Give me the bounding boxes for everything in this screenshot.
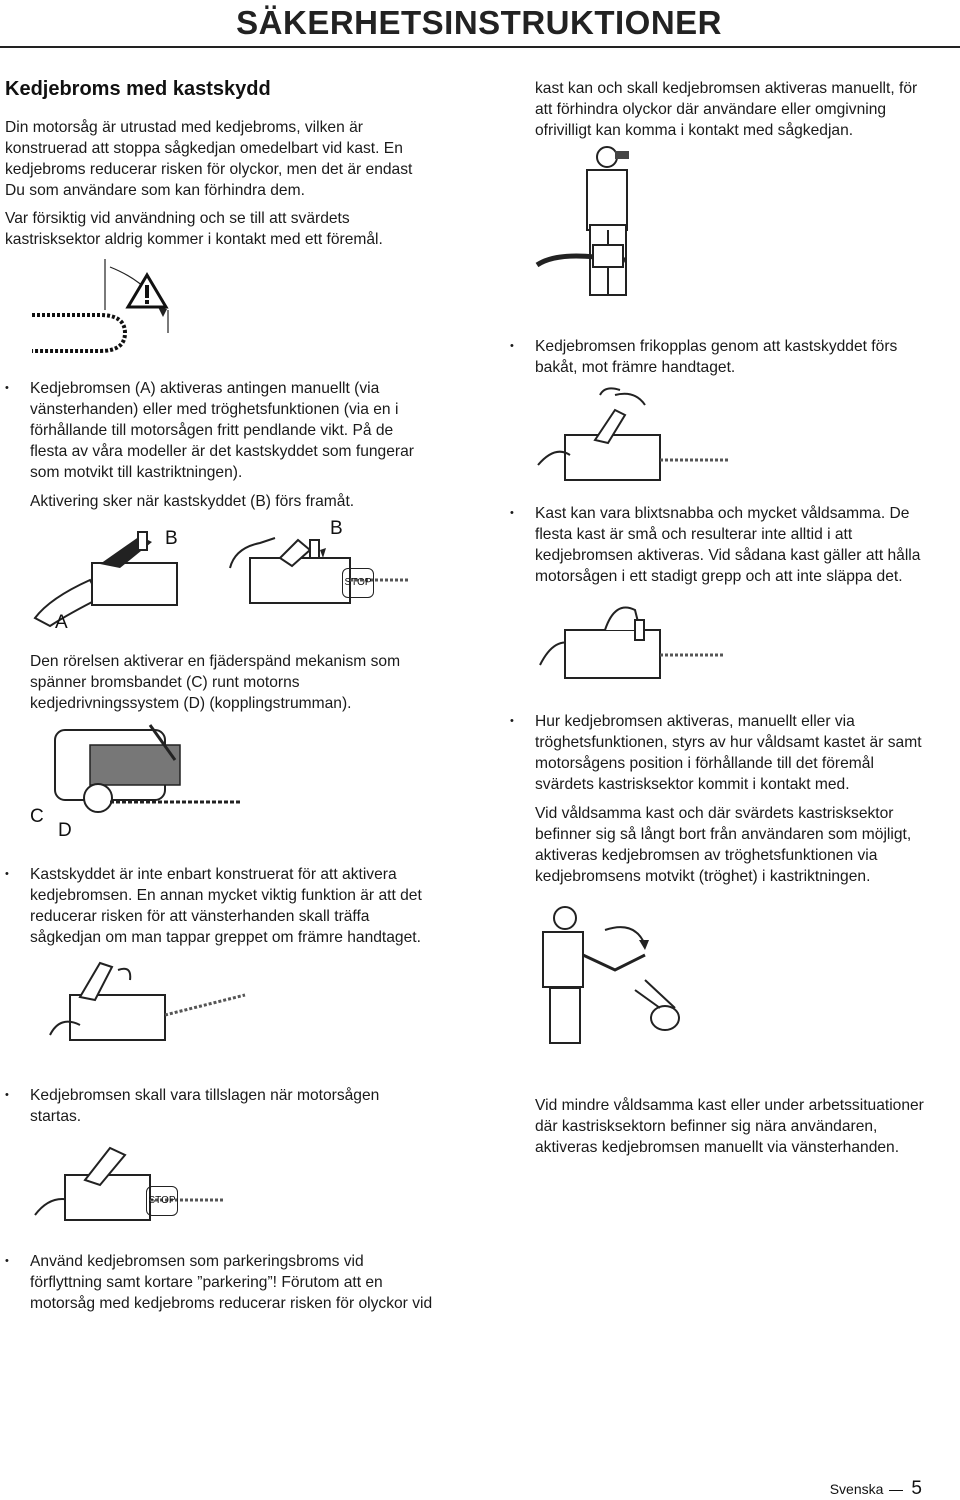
stop-sign-icon: STOP xyxy=(342,568,374,598)
label-b-second: B xyxy=(330,518,343,539)
mild-kickback-paragraph: Vid mindre våldsamma kast eller under arbetssituationer där kastrisksektorn befinner sig nära användaren, aktiveras kedjebromsen manuellt via vänsterhanden. xyxy=(535,1097,924,1156)
operator-figure-illustration xyxy=(535,145,645,310)
activation-note: Aktivering sker när kastskyddet (B) förs framåt. xyxy=(30,493,355,510)
hand-guard-illustration xyxy=(40,955,250,1065)
bullet-brake-on-start: • Kedjebromsen skall vara tillslagen när motorsågen startas. xyxy=(30,1085,379,1127)
kickback-log-illustration xyxy=(535,900,695,1050)
header-rule xyxy=(0,46,960,48)
page-footer xyxy=(830,1478,922,1500)
label-c: C xyxy=(30,806,44,827)
kickback-zone-illustration xyxy=(30,255,190,365)
brake-engaged-start-illustration xyxy=(30,1140,230,1240)
footer-dash xyxy=(889,1490,903,1492)
bullet-kickback-speed: • Kast kan vara blixtsnabba och mycket våldsamma. De flesta kast är små och resulterar inte alltid i att kedjebromsen aktiveras. Vid sådana kast gäller att hålla motorsågen i ett stadigt grepp och att inte släppa det. xyxy=(535,503,920,587)
firm-grip-illustration xyxy=(535,590,725,700)
label-a: A xyxy=(55,612,68,633)
manual-activation-paragraph: kast kan och skall kedjebromsen aktiveras manuellt, för att förhindra olyckor där användare eller omgivning ofrivilligt kan komma i kontakt med sågkedjan. xyxy=(535,80,918,139)
page-header-title: SÄKERHETSINSTRUKTIONER xyxy=(236,4,722,41)
bullet-activation-mode: • Hur kedjebromsen aktiveras, manuellt eller via tröghetsfunktionen, styrs av hur våldsamt kastet är samt motorsågens position i förhållande till det föremål svärdets kastrisksektor kommit i kontakt med. xyxy=(535,711,922,795)
caution-paragraph: Var försiktig vid användning och se till att svärdets kastrisksektor aldrig kommer i kontakt med ett föremål. xyxy=(5,210,383,248)
stop-sign-icon-2: STOP xyxy=(146,1186,178,1216)
bullet-parking-brake: • Använd kedjebromsen som parkeringsbroms vid förflyttning samt kortare ”parkering”! Förutom att en motorsåg med kedjebroms reducerar risken för olyckor vid xyxy=(30,1251,432,1314)
spring-mechanism-paragraph: Den rörelsen aktiverar en fjäderspänd mekanism som spänner bromsbandet (C) runt motorns kedjedrivningssystem (D) (kopplingstrumman). xyxy=(30,653,401,712)
brake-release-illustration xyxy=(530,385,730,495)
footer-language: Svenska xyxy=(829,1481,884,1497)
page-number: 5 xyxy=(911,1478,922,1499)
section-heading: Kedjebroms med kastskydd xyxy=(5,78,271,100)
brake-band-clutch-illustration xyxy=(50,720,250,840)
bullet-kickback-guard: • Kastskyddet är inte enbart konstruerat för att aktivera kedjebromsen. En annan mycket viktig funktion är att det reducerar risken för att vänsterhanden skall träffa sågkedjan om man tappar greppet om främre handtaget. xyxy=(30,864,422,948)
label-b-first: B xyxy=(165,528,178,549)
violent-kickback-paragraph: Vid våldsamma kast och där svärdets kastrisksektor befinner sig så långt bort från användaren som möjligt, aktiveras kedjebromsen av tröghetsfunktionen via kedjebromsens motvikt (tröghet) i kastriktningen. xyxy=(535,805,912,885)
intro-paragraph: Din motorsåg är utrustad med kedjebroms, vilken är konstruerad att stoppa sågkedjan omedelbart vid kast. En kedjebroms reducerar risken för olyckor, men det är endast Du som användare som kan förhindra dem. xyxy=(5,119,413,199)
label-d: D xyxy=(58,820,72,841)
bullet-brake-release: • Kedjebromsen frikopplas genom att kastskyddet förs bakåt, mot främre handtaget. xyxy=(535,336,897,378)
bullet-brake-activation: • Kedjebromsen (A) aktiveras antingen manuellt (via vänsterhanden) eller med tröghetsfunktionen (via en i förhållande till motorsågen fritt pendlande vikt. På de flesta av våra modeller är det kastskyddet som fungerar som motvikt till kastriktningen). xyxy=(30,378,414,483)
